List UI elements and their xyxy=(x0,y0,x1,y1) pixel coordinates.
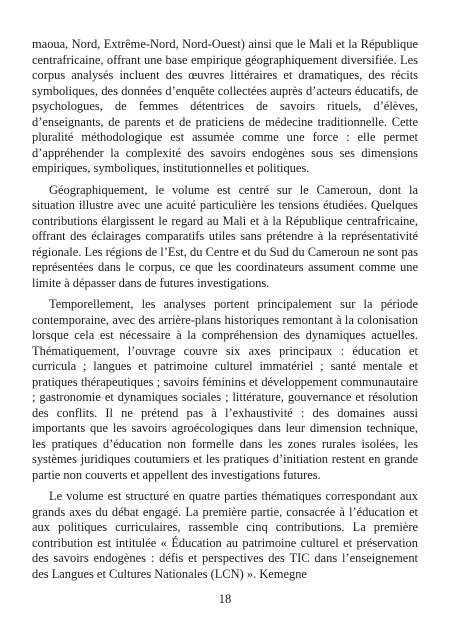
body-text xyxy=(32,37,418,588)
page-number: 18 xyxy=(218,592,232,606)
paragraph-4: Le volume est structuré en quatre parties thématiques correspondant aux grands axes du débat engagé. La première partie, consacrée à l’éducation et aux politiques curriculaires, rassemble cinq contributions. La première contribution est intitulée « Éducation au patrimoine culturel et préservation des savoirs endogènes : défis et perspectives des TIC dans l’enseignement des Langues et Cultures Nationales (LCN) ». Kemegne xyxy=(32,489,418,581)
paragraph-1: maoua, Nord, Extrême-Nord, Nord-Ouest) ainsi que le Mali et la République centrafricaine, offrant une base empirique géographiquement diversifiée. Les corpus analysés incluent des œuvres littéraires et dramatiques, des récits symboliques, des données d’enquête collectées auprès d’acteurs éducatifs, de psychologues, de femmes détentrices de savoirs rituels, d’élèves, d’enseignants, de parents et de praticiens de médecine traditionnelle. Cette pluralité méthodologique est assumée comme une force : elle permet d’appréhender la complexité des savoirs endogènes sous ses dimensions empiriques, symboliques, institutionnelles et politiques. xyxy=(32,37,418,175)
paragraph-2: Géographiquement, le volume est centré sur le Cameroun, dont la situation illustre avec une acuité particulière les tensions étudiées. Quelques contributions élargissent le regard au Mali et à la République centrafricaine, offrant des éclairages comparatifs utiles sans prétendre à la représentativité régionale. Les régions de l’Est, du Centre et du Sud du Cameroun ne sont pas représentées dans le corpus, ce que les coordinateurs assument comme une limite à dépasser dans de futures investigations. xyxy=(32,182,418,290)
paragraph-3: Temporellement, les analyses portent principalement sur la période contemporaine, avec des arrière-plans historiques remontant à la colonisation lorsque cela est nécessaire à la compréhension des dynamiques actuelles. Thématiquement, l’ouvrage couvre six axes principaux : éducation et curricula ; langues et patrimoine culturel immatériel ; santé mentale et pratiques thérapeutiques ; savoirs féminins et développement communautaire ; gastronomie et dynamiques sociales ; littérature, gouvernance et résolution des conflits. Il ne prétend pas à l’exhaustivité : des domaines aussi importants que les savoirs agroécologiques dans leur dimension technique, les pratiques d’éducation non formelle dans les zones rurales isolées, les systèmes juridiques coutumiers et les pratiques d’initiation restent en grande partie non couverts et appellent des investigations futures. xyxy=(32,297,418,482)
